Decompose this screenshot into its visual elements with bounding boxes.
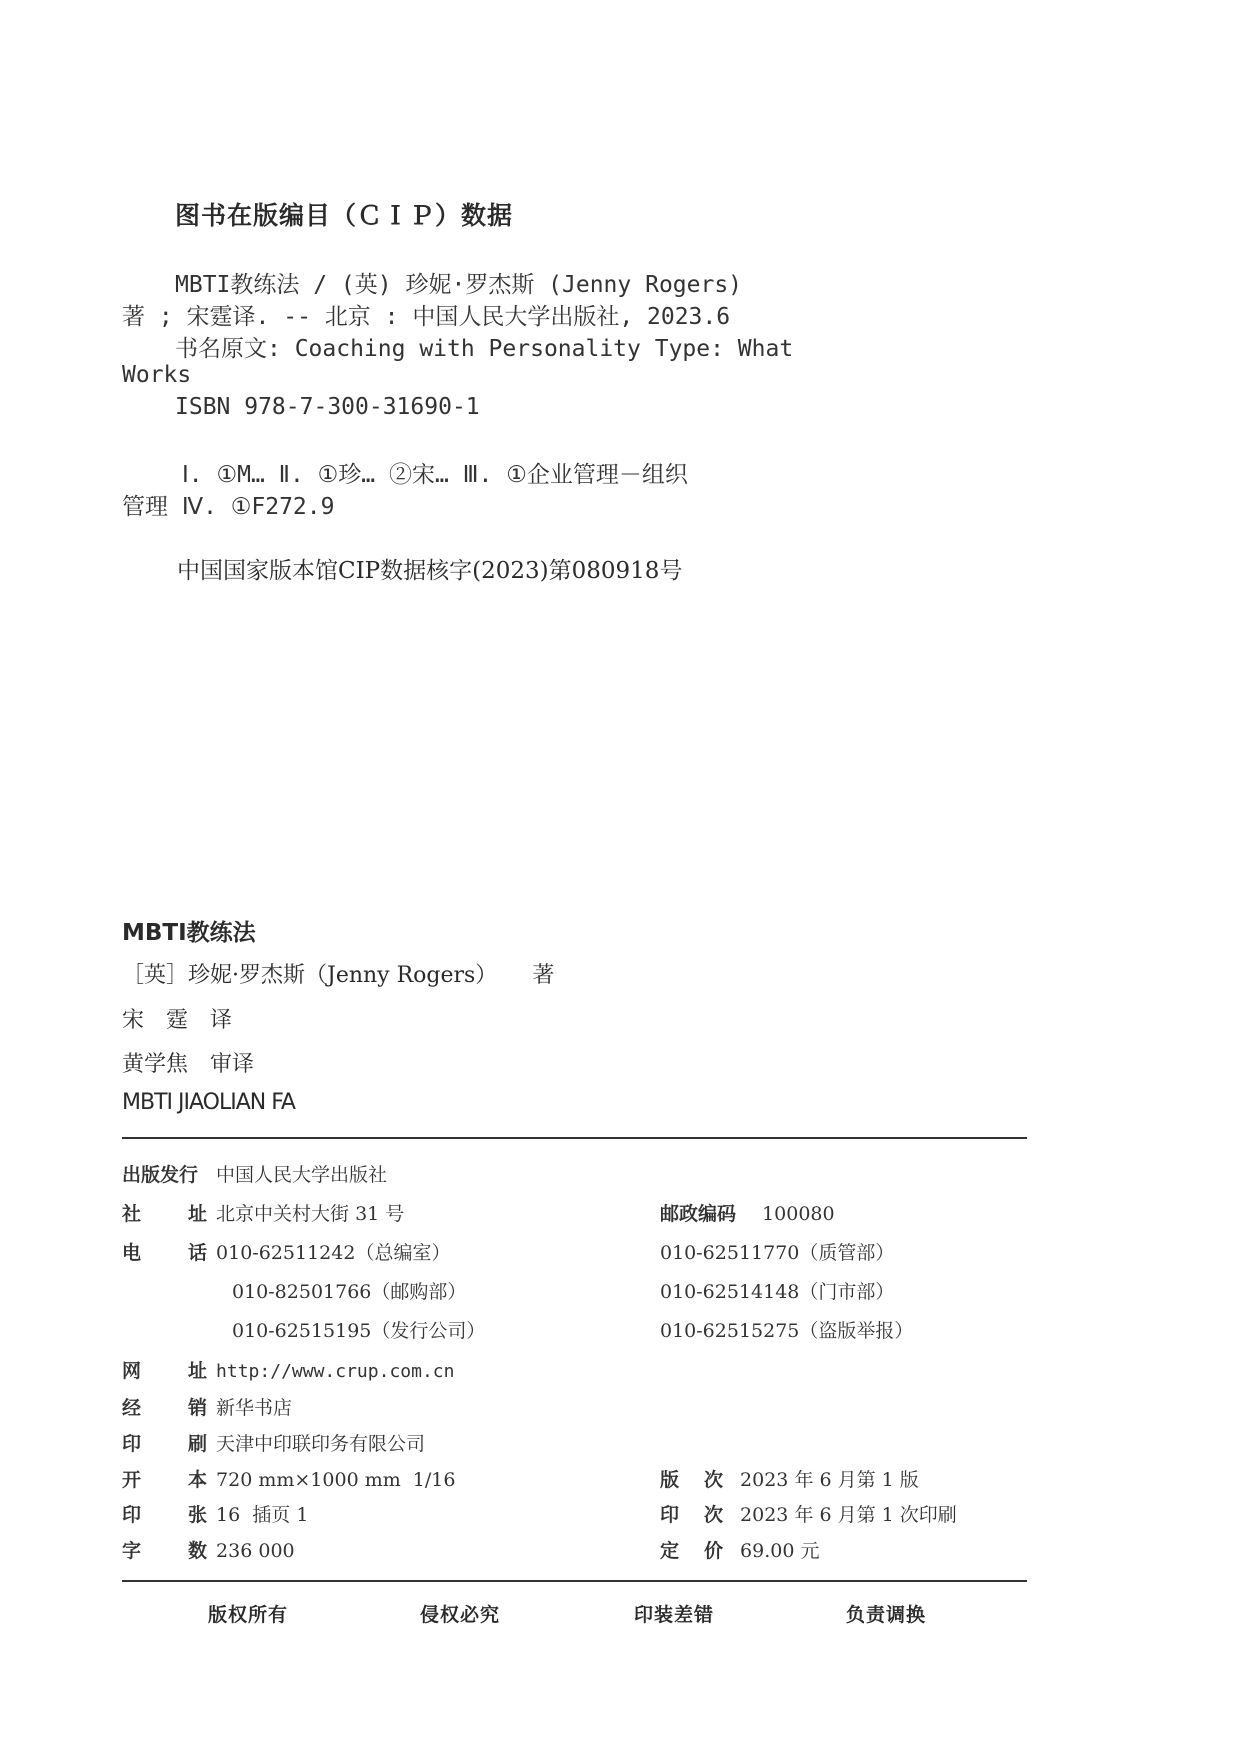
- postcode-value: 100080: [762, 1203, 835, 1225]
- cip-line: 书名原文: Coaching with Personality Type: What: [175, 336, 794, 362]
- address-label-b: 址: [188, 1203, 208, 1225]
- author-name: ［英］珍妮·罗杰斯（Jenny Rogers）: [122, 963, 498, 988]
- price-label-b: 价: [704, 1540, 724, 1562]
- cip-line: MBTI教练法 / (英) 珍妮·罗杰斯 (Jenny Rogers): [175, 272, 743, 298]
- words-label-b: 数: [188, 1540, 208, 1562]
- dist-label-a: 经: [122, 1397, 142, 1419]
- words-value: 236 000: [216, 1540, 295, 1562]
- cip-line: 著 ; 宋霆译. -- 北京 : 中国人民大学出版社, 2023.6: [122, 304, 731, 330]
- edition-label-a: 版: [660, 1469, 680, 1491]
- publisher-row: [122, 1160, 387, 1187]
- publisher-label: 出版发行: [122, 1164, 199, 1186]
- author-role: 著: [532, 963, 555, 988]
- words-row: [122, 1536, 295, 1563]
- format-label-b: 本: [188, 1469, 208, 1491]
- price-value: 69.00 元: [740, 1540, 820, 1562]
- format-label-a: 开: [122, 1469, 142, 1491]
- phone-label-b: 话: [188, 1242, 208, 1264]
- address-row: [122, 1199, 404, 1226]
- footer-slogan: 负责调换: [846, 1604, 927, 1626]
- phone-value: 010-62514148（门市部）: [660, 1281, 895, 1303]
- address-label-a: 社: [122, 1203, 142, 1225]
- book-pinyin-title: MBTI JIAOLIAN FA: [122, 1090, 295, 1115]
- bottom-divider: [122, 1580, 1027, 1582]
- cip-line: 管理 Ⅳ. ①F272.9: [122, 494, 335, 520]
- phone-value: 010-62515195（发行公司）: [232, 1320, 486, 1342]
- words-label-a: 字: [122, 1540, 142, 1562]
- postcode-row: [660, 1199, 835, 1226]
- reviewer-credit: 黄学焦 审译: [122, 1052, 255, 1077]
- print-label-b: 刷: [188, 1433, 208, 1455]
- publisher-value: 中国人民大学出版社: [216, 1164, 388, 1186]
- edition-label-b: 次: [704, 1469, 724, 1491]
- postcode-label: 邮政编码: [660, 1203, 737, 1225]
- edition-value: 2023 年 6 月第 1 版: [740, 1469, 919, 1491]
- address-value: 北京中关村大街 31 号: [216, 1203, 405, 1225]
- phone-value: 010-62515275（盗版举报）: [660, 1320, 914, 1342]
- footer-slogan: 版权所有: [208, 1604, 289, 1626]
- phone-value: 010-62511770（质管部）: [660, 1242, 895, 1264]
- cip-line: Ⅰ. ①M… Ⅱ. ①珍… ②宋… Ⅲ. ①企业管理－组织: [182, 462, 688, 488]
- distributor-value: 新华书店: [216, 1397, 293, 1419]
- impression-label-a: 印: [660, 1504, 680, 1526]
- website-row: [122, 1356, 454, 1383]
- price-label-a: 定: [660, 1540, 680, 1562]
- translator-credit: 宋 霆 译: [122, 1008, 233, 1033]
- impression-row: [660, 1500, 957, 1527]
- distributor-row: [122, 1393, 292, 1420]
- sheets-value: 16 插页 1: [216, 1504, 309, 1526]
- web-label-b: 址: [188, 1360, 208, 1382]
- sheets-row: [122, 1500, 308, 1527]
- phone-value: 010-62511242（总编室）: [216, 1242, 451, 1264]
- phone-row: [122, 1238, 450, 1265]
- sheets-label-b: 张: [188, 1504, 208, 1526]
- printer-value: 天津中印联印务有限公司: [216, 1433, 426, 1455]
- price-row: [660, 1536, 819, 1563]
- phone-label-a: 电: [122, 1242, 142, 1264]
- impression-value: 2023 年 6 月第 1 次印刷: [740, 1504, 957, 1526]
- footer-slogan: 印装差错: [634, 1604, 715, 1626]
- book-title: MBTI教练法: [122, 920, 256, 946]
- web-label-a: 网: [122, 1360, 142, 1382]
- dist-label-b: 销: [188, 1397, 208, 1419]
- print-label-a: 印: [122, 1433, 142, 1455]
- cip-line: Works: [122, 362, 192, 388]
- impression-label-b: 次: [704, 1504, 724, 1526]
- cip-line: ISBN 978-7-300-31690-1: [175, 394, 480, 420]
- phone-value: 010-82501766（邮购部）: [232, 1281, 467, 1303]
- cip-library-record: 中国国家版本馆CIP数据核字(2023)第080918号: [177, 558, 683, 584]
- sheets-label-a: 印: [122, 1504, 142, 1526]
- format-value: 720 mm×1000 mm 1/16: [216, 1469, 456, 1491]
- edition-row: [660, 1465, 919, 1492]
- cip-heading: 图书在版编目（ＣＩＰ）数据: [175, 201, 514, 230]
- printer-row: [122, 1429, 425, 1456]
- format-row: [122, 1465, 455, 1492]
- top-divider: [122, 1137, 1027, 1139]
- author-credit: [122, 958, 554, 989]
- footer-slogan: 侵权必究: [420, 1604, 501, 1626]
- website-link[interactable]: http://www.crup.com.cn: [216, 1361, 455, 1382]
